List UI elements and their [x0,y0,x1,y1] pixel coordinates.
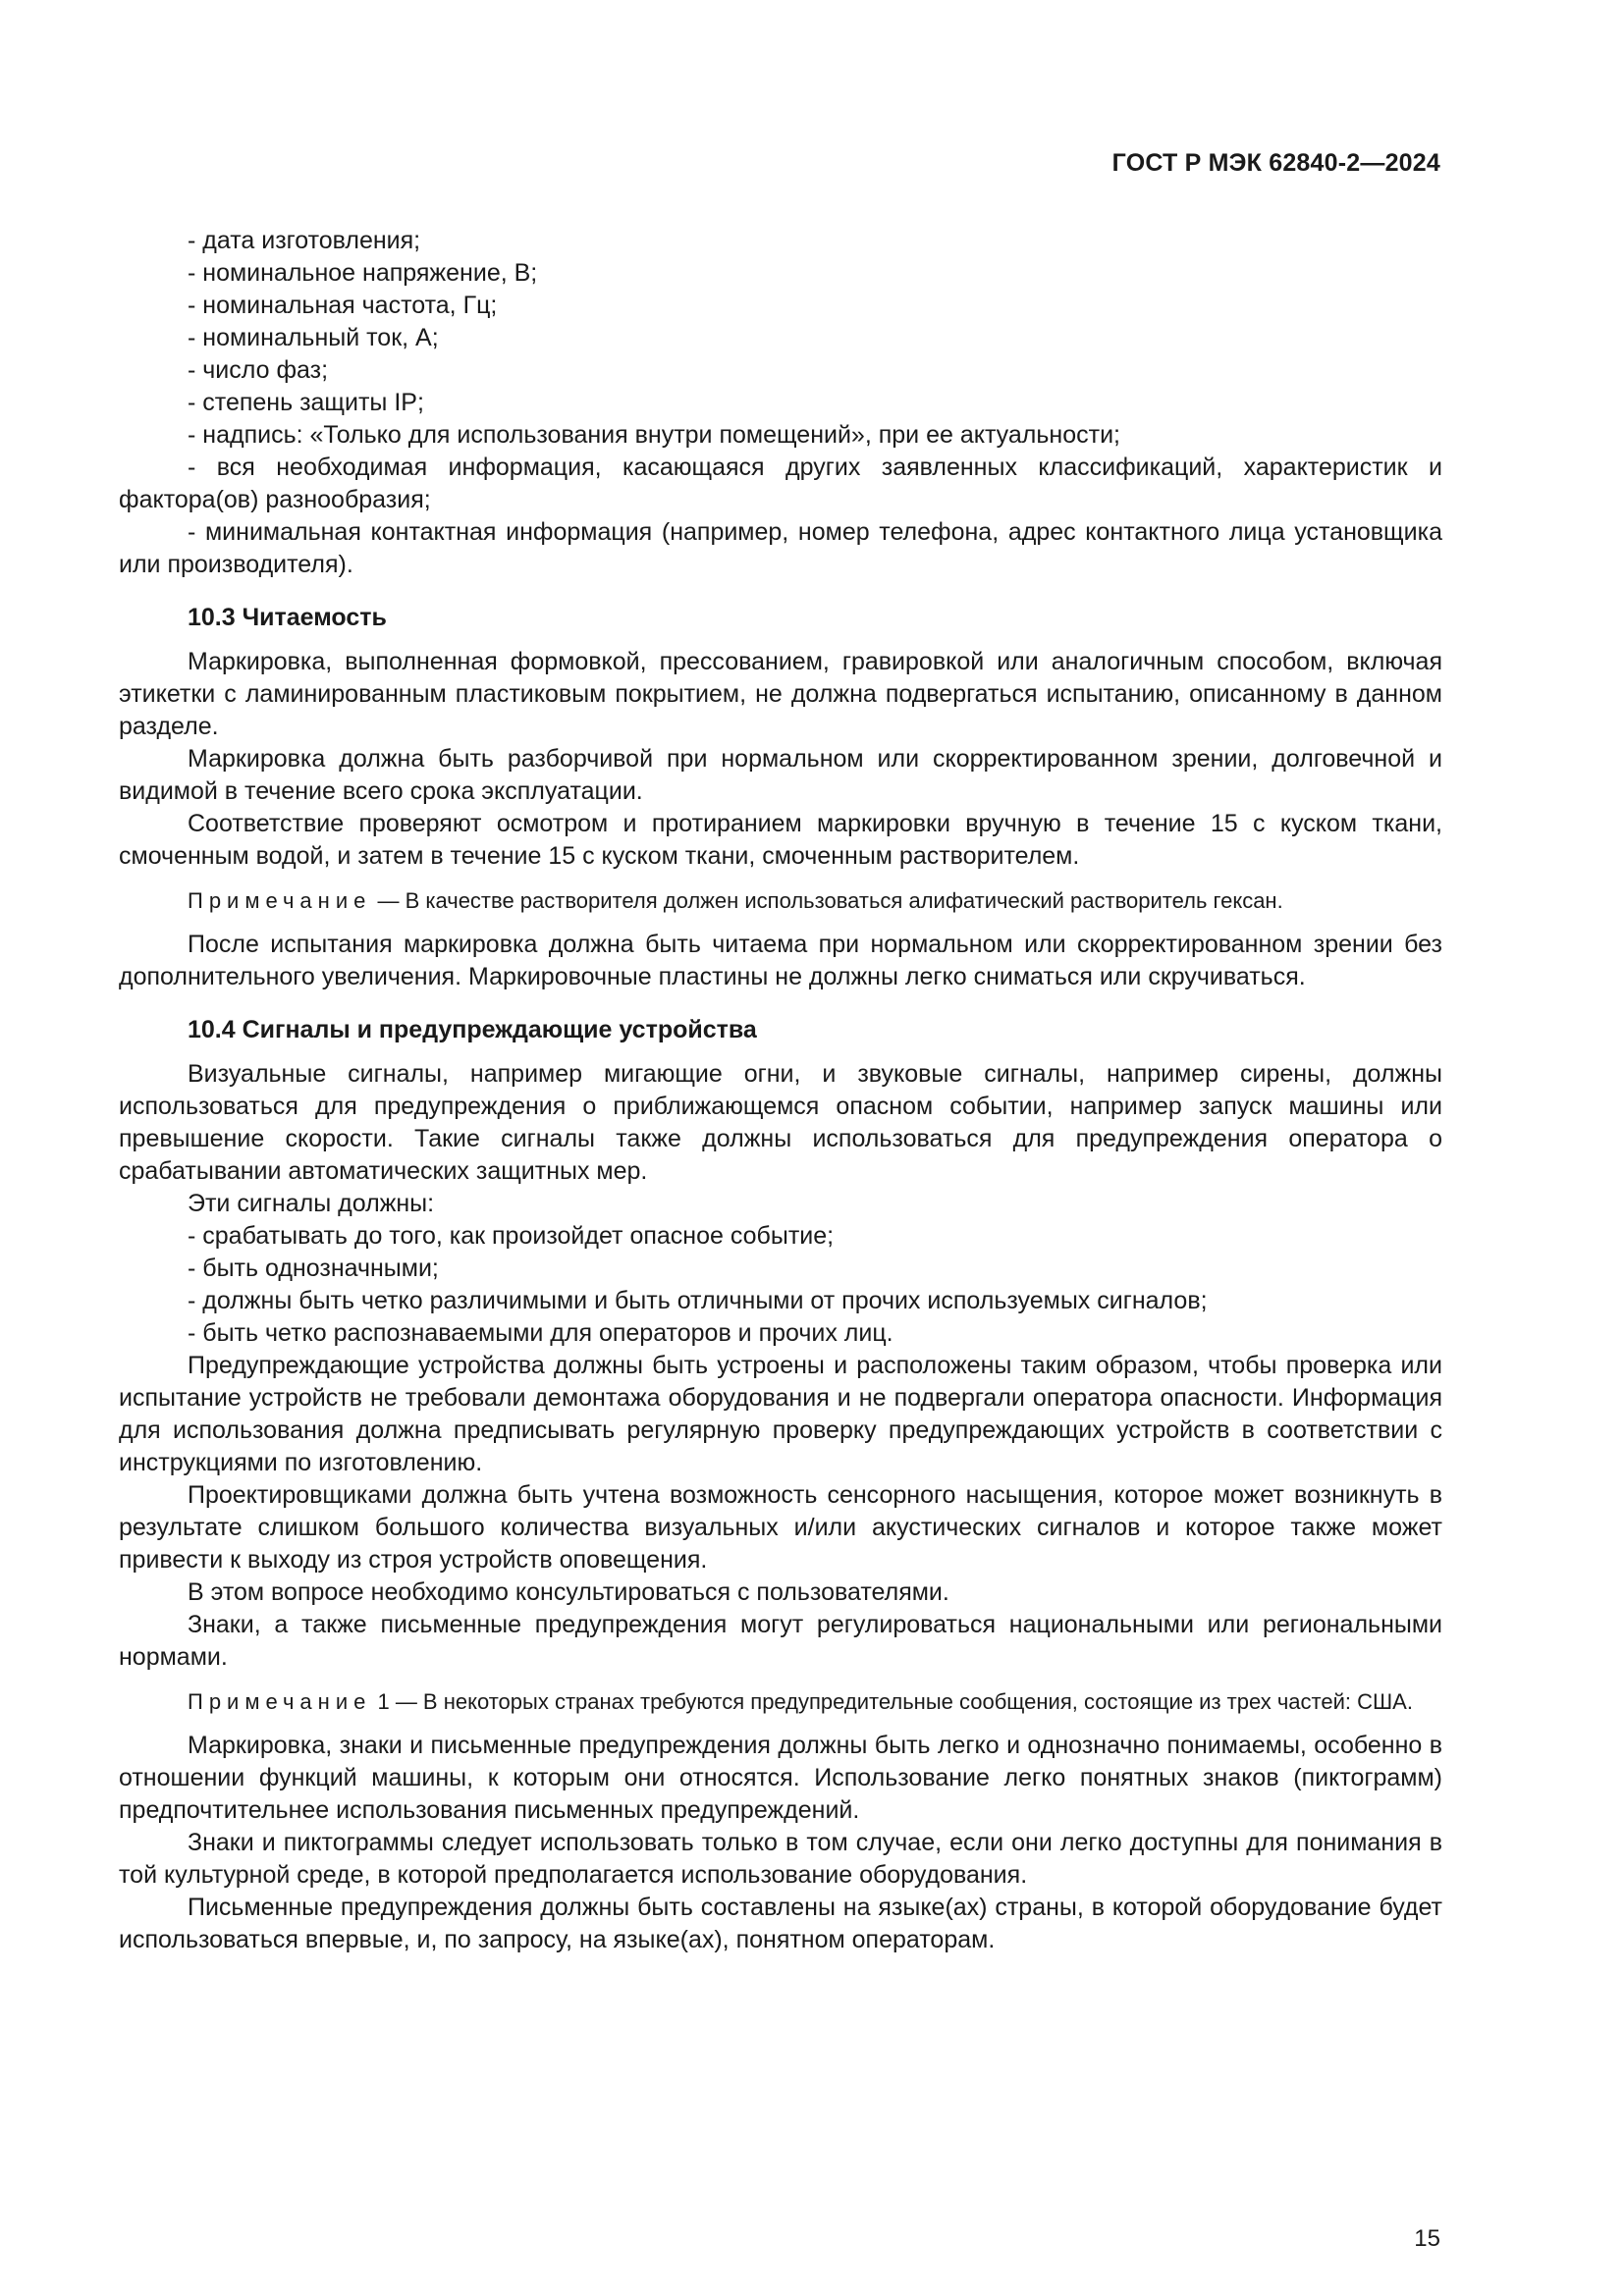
note [119,886,1442,915]
note-label: Примечание [188,888,372,913]
paragraph: После испытания маркировка должна быть читаема при нормальном или скорректированном зрении без дополнительного увеличения. Маркировочные пластины не должны легко сниматься или скручиваться. [119,931,1442,990]
list-item: - дата изготовления; [188,227,421,254]
list-item: - номинальный ток, А; [188,324,439,351]
list-item: - быть однозначными; [188,1255,439,1282]
note-label: Примечание [188,1689,372,1714]
list-item: - степень защиты IP; [188,389,424,416]
paragraph: Маркировка, выполненная формовкой, прессованием, гравировкой или аналогичным способом, включая этикетки с ламинированным пластиковым покрытием, не должна подвергаться испытанию, описанному в данном разделе. [119,648,1442,740]
list-item: - вся необходимая информация, касающаяся других заявленных классификаций, характеристик и фактора(ов) разнообразия; [119,454,1442,513]
paragraph: Маркировка должна быть разборчивой при нормальном или скорректированном зрении, долговечной и видимой в течение всего срока эксплуатации. [119,745,1442,805]
note-text: — В качестве растворителя должен использоваться алифатический растворитель гексан. [377,888,1283,913]
paragraph: Предупреждающие устройства должны быть устроены и расположены таким образом, чтобы проверка или испытание устройств не требовали демонтажа оборудования и не подвергали оператора опасности. Информация для использования должна предписывать регулярную проверку предупреждающих устройств в соответствии с инструкциями по изготовлению. [119,1352,1442,1476]
list-item: - надпись: «Только для использования внутри помещений», при ее актуальности; [188,421,1120,449]
list-item: - срабатывать до того, как произойдет опасное событие; [188,1222,835,1250]
paragraph: Знаки и пиктограммы следует использовать только в том случае, если они легко доступны для понимания в той культурной среде, в которой предполагается использование оборудования. [119,1829,1442,1889]
list-item: - должны быть четко различимыми и быть отличными от прочих используемых сигналов; [188,1287,1208,1314]
list-item: - быть четко распознаваемыми для операторов и прочих лиц. [188,1319,893,1347]
section-heading-10-3: 10.3 Читаемость [188,604,387,631]
note-text: 1 — В некоторых странах требуются предупредительные сообщения, состоящие из трех частей: США. [377,1689,1413,1714]
list-item: - минимальная контактная информация (например, номер телефона, адрес контактного лица установщика или производителя). [119,518,1442,578]
paragraph: Визуальные сигналы, например мигающие огни, и звуковые сигналы, например сирены, должны использоваться для предупреждения о приближающемся опасном событии, например запуск машины или превышение скорости. Такие сигналы также должны использоваться для предупреждения оператора о срабатывании автоматических защитных мер. [119,1060,1442,1185]
paragraph: Проектировщиками должна быть учтена возможность сенсорного насыщения, которое может возникнуть в результате слишком большого количества визуальных и/или акустических сигналов и которое также может привести к выходу из строя устройств оповещения. [119,1481,1442,1574]
paragraph: В этом вопросе необходимо консультироваться с пользователями. [188,1578,949,1606]
paragraph: Маркировка, знаки и письменные предупреждения должны быть легко и однозначно понимаемы, особенно в отношении функций машины, к которым они относятся. Использование легко понятных знаков (пиктограмм) предпочтительнее использования письменных предупреждений. [119,1732,1442,1824]
paragraph: Письменные предупреждения должны быть составлены на языке(ах) страны, в которой оборудование будет использоваться впервые, и, по запросу, на языке(ах), понятном операторам. [119,1894,1442,1953]
paragraph: Знаки, а также письменные предупреждения могут регулироваться национальными или региональными нормами. [119,1611,1442,1671]
paragraph: Эти сигналы должны: [188,1190,435,1217]
note [119,1687,1442,1716]
list-item: - номинальная частота, Гц; [188,292,498,319]
section-heading-10-4: 10.4 Сигналы и предупреждающие устройства [188,1016,757,1043]
page-number: 15 [1414,2225,1440,2252]
list-item: - номинальное напряжение, В; [188,259,538,287]
list-item: - число фаз; [188,356,329,384]
paragraph: Соответствие проверяют осмотром и протиранием маркировки вручную в течение 15 с куском ткани, смоченным водой, и затем в течение 15 с куском ткани, смоченным растворителем. [119,810,1442,870]
document-code-header: ГОСТ Р МЭК 62840-2—2024 [1111,149,1440,177]
page-body [119,225,1442,1956]
